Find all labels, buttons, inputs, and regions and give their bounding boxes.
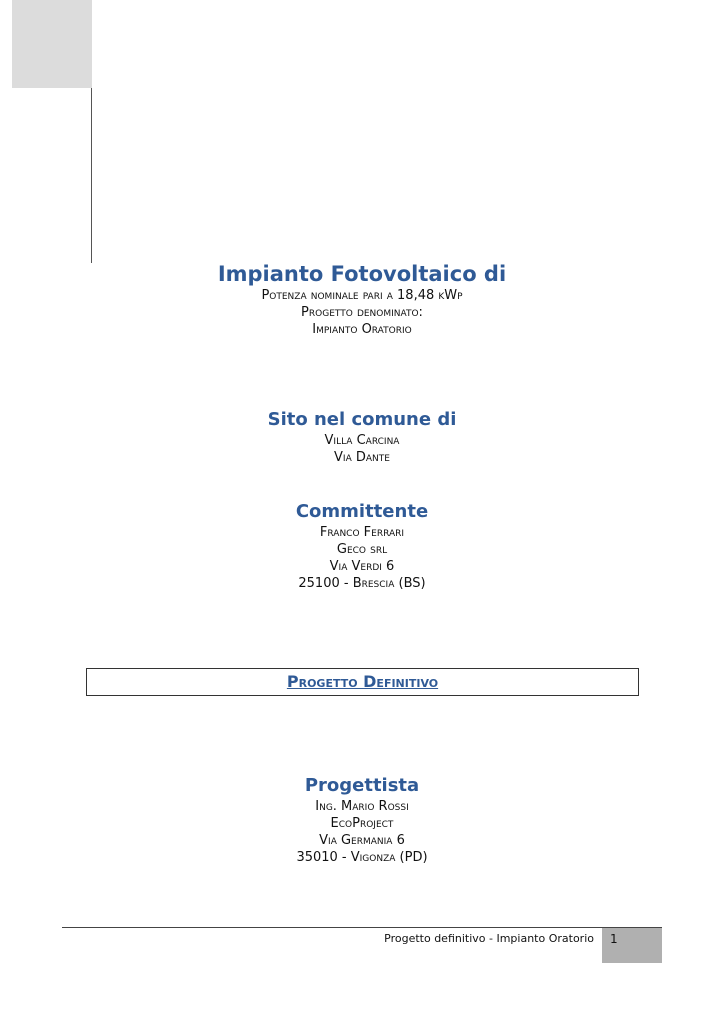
client-city: 25100 - Brescia (BS) <box>298 575 426 591</box>
page-number: 1 <box>610 932 618 946</box>
power-line: Potenza nominale pari a 18,48 kWp <box>261 288 463 304</box>
project-type-box <box>86 668 639 696</box>
document-title: Impianto Fotovoltaico di <box>217 262 507 286</box>
designer-name: Ing. Mario Rossi <box>315 798 409 814</box>
footer-rule <box>62 927 662 928</box>
site-heading: Sito nel comune di <box>267 409 457 430</box>
site-street: Via Dante <box>334 449 390 465</box>
project-type-label: Progetto Definitivo <box>286 672 439 691</box>
designer-heading: Progettista <box>304 775 420 796</box>
footer-title: Progetto definitivo - Impianto Oratorio <box>384 932 594 945</box>
client-street: Via Verdi 6 <box>329 558 395 574</box>
designer-city: 35010 - Vigonza (PD) <box>296 849 428 865</box>
site-town: Villa Carcina <box>324 432 400 448</box>
client-company: Geco srl <box>336 541 388 557</box>
corner-vertical-rule <box>91 88 92 263</box>
project-name-label: Progetto denominato: <box>301 305 423 321</box>
page-number-box <box>602 928 662 963</box>
site-section <box>0 410 724 466</box>
designer-company: EcoProject <box>330 815 394 831</box>
client-name: Franco Ferrari <box>319 524 405 540</box>
client-section <box>0 502 724 592</box>
designer-section <box>0 776 724 866</box>
designer-street: Via Germania 6 <box>319 832 405 848</box>
project-name: Impianto Oratorio <box>312 322 412 338</box>
client-heading: Committente <box>295 501 429 522</box>
corner-decoration <box>12 0 92 88</box>
title-section <box>0 262 724 338</box>
